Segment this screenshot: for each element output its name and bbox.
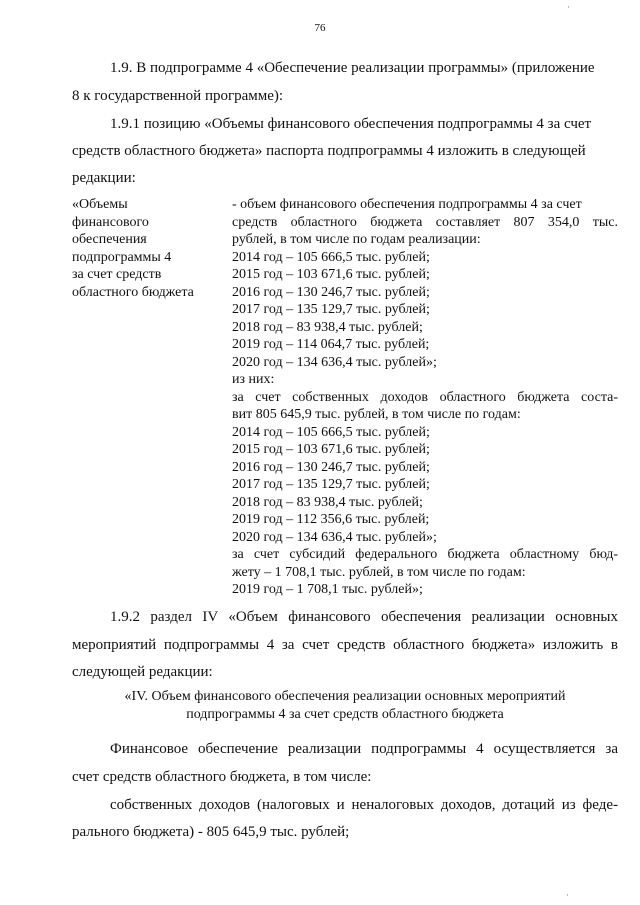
own-revenues-paragraph-line-1: собственных доходов (налоговых и неналоговых доходов, дотаций из феде- — [110, 797, 618, 813]
passport-right-line: рублей, в том числе по годам реализации: — [232, 232, 481, 247]
passport-right-line: 2020 год – 134 636,4 тыс. рублей»; — [232, 354, 437, 370]
passport-right-line: средств областного бюджета составляет 807 354,0 тыс. — [232, 214, 618, 230]
financing-paragraph-line-1: Финансовое обеспечение реализации подпрограммы 4 осуществляется за — [110, 741, 618, 757]
passport-right-line: 2014 год – 105 666,5 тыс. рублей; — [232, 424, 430, 440]
passport-left-line: финансового — [72, 214, 149, 230]
passport-right-line: 2017 год – 135 129,7 тыс. рублей; — [232, 477, 430, 492]
paragraph-1-9-1-line-1: 1.9.1 позицию «Объемы финансового обеспечения подпрограммы 4 за счет — [110, 116, 592, 132]
section-iv-heading-line-1: «IV. Объем финансового обеспечения реализации основных мероприятий — [124, 689, 566, 704]
passport-right-line: вит 805 645,9 тыс. рублей, в том числе по годам: — [232, 407, 521, 422]
passport-left-column — [72, 196, 222, 301]
passport-right-line: за счет собственных доходов областного бюджета соста- — [232, 389, 618, 405]
paragraph-1-9-2-line-1: 1.9.2 раздел IV «Объем финансового обеспечения реализации основных — [110, 609, 618, 625]
passport-right-line: 2019 год – 112 356,6 тыс. рублей; — [232, 512, 430, 527]
paragraph-1-9-line-2: 8 к государственной программе): — [72, 88, 284, 104]
passport-right-line: 2015 год – 103 671,6 тыс. рублей; — [232, 267, 430, 282]
scan-mark-bottom: · — [566, 890, 569, 900]
passport-right-line: 2020 год – 134 636,4 тыс. рублей»; — [232, 529, 437, 545]
passport-right-line: 2017 год – 135 129,7 тыс. рублей; — [232, 302, 430, 317]
passport-right-line: - объем финансового обеспечения подпрограммы 4 за счет — [232, 197, 582, 212]
page-number: 76 — [314, 22, 326, 34]
passport-right-line: 2018 год – 83 938,4 тыс. рублей; — [232, 494, 423, 510]
passport-right-line: 2019 год – 114 064,7 тыс. рублей; — [232, 337, 430, 352]
passport-right-line: 2016 год – 130 246,7 тыс. рублей; — [232, 459, 430, 475]
passport-right-line: из них: — [232, 372, 275, 387]
paragraph-1-9-1-line-2: средств областного бюджета» паспорта подпрограммы 4 изложить в следующей — [72, 143, 586, 159]
section-iv-heading — [72, 688, 618, 724]
passport-right-line: жету – 1 708,1 тыс. рублей, в том числе по годам: — [232, 564, 526, 580]
passport-right-line: 2019 год – 1 708,1 тыс. рублей»; — [232, 582, 423, 597]
passport-left-line: областного бюджета — [72, 284, 194, 300]
paragraph-1-9-line-1: 1.9. В подпрограмме 4 «Обеспечение реализации программы» (приложение — [110, 60, 595, 76]
own-revenues-paragraph-line-2: рального бюджета) - 805 645,9 тыс. рублей; — [72, 824, 350, 840]
passport-right-line: 2015 год – 103 671,6 тыс. рублей; — [232, 442, 430, 457]
passport-left-line: подпрограммы 4 — [72, 249, 172, 265]
passport-right-line: за счет субсидий федерального бюджета областному бюд- — [232, 547, 618, 562]
financing-paragraph-line-2: счет средств областного бюджета, в том числе: — [72, 769, 372, 785]
paragraph-1-9-2-line-2: мероприятий подпрограммы 4 за счет средств областного бюджета» изложить в — [72, 637, 618, 653]
passport-right-column — [232, 196, 618, 599]
passport-left-line: обеспечения — [72, 232, 147, 247]
section-iv-heading-line-2: подпрограммы 4 за счет средств областного бюджета — [186, 707, 504, 722]
passport-right-line: 2016 год – 130 246,7 тыс. рублей; — [232, 284, 430, 300]
paragraph-1-9-1-line-3: редакции: — [72, 170, 136, 186]
paragraph-1-9-2-line-3: следующей редакции: — [72, 664, 213, 680]
passport-right-line: 2018 год – 83 938,4 тыс. рублей; — [232, 319, 423, 335]
passport-right-line: 2014 год – 105 666,5 тыс. рублей; — [232, 249, 430, 265]
scan-mark-top: · — [567, 2, 570, 12]
passport-left-line: за счет средств — [72, 267, 162, 282]
passport-left-line: «Объемы — [72, 197, 128, 212]
